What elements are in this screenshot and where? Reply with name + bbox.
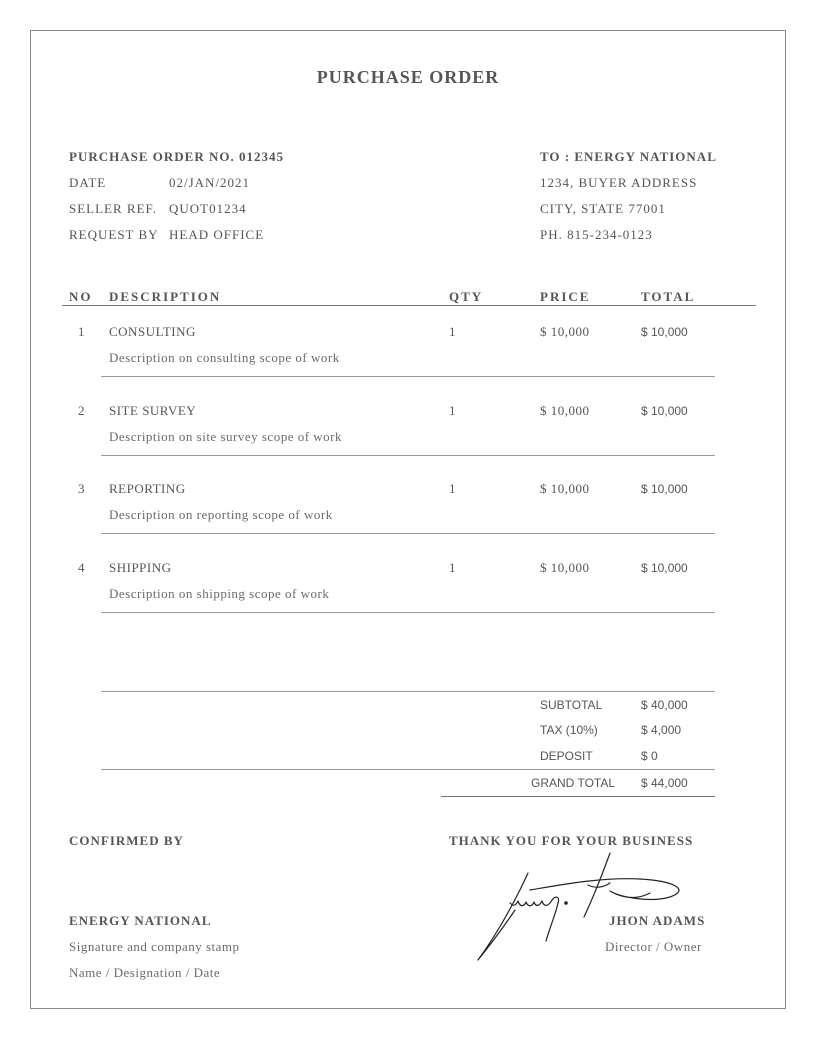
row-1-total: $ 10,000	[641, 325, 688, 339]
row-2-no: 2	[78, 403, 85, 418]
row-1-divider	[101, 376, 715, 377]
buyer-phone: PH. 815-234-0123	[540, 227, 653, 242]
col-header-description: DESCRIPTION	[109, 289, 222, 304]
name-note: Name / Designation / Date	[69, 965, 221, 980]
row-2-divider	[101, 455, 715, 456]
buyer-address: 1234, BUYER ADDRESS	[540, 175, 698, 190]
row-1-price: $ 10,000	[540, 324, 590, 339]
row-4-divider	[101, 612, 715, 613]
row-4-total: $ 10,000	[641, 561, 688, 575]
date-label: DATE	[69, 175, 107, 190]
row-2-total: $ 10,000	[641, 404, 688, 418]
subtotal-value: $ 40,000	[641, 698, 688, 712]
document-title: PURCHASE ORDER	[316, 67, 500, 87]
row-2-item: SITE SURVEY	[109, 403, 197, 418]
stamp-note: Signature and company stamp	[69, 939, 240, 954]
row-1-item: CONSULTING	[109, 324, 196, 339]
row-3-item: REPORTING	[109, 481, 186, 496]
row-4-description: Description on shipping scope of work	[109, 586, 330, 601]
grand-total-value: $ 44,000	[641, 776, 688, 790]
col-header-qty: QTY	[449, 289, 484, 304]
row-3-price: $ 10,000	[540, 481, 590, 496]
row-4-price: $ 10,000	[540, 560, 590, 575]
row-2-description: Description on site survey scope of work	[109, 429, 343, 444]
row-1-no: 1	[78, 324, 85, 339]
row-1-description: Description on consulting scope of work	[109, 350, 340, 365]
row-1-qty: 1	[449, 324, 456, 339]
subtotal-label: SUBTOTAL	[540, 698, 603, 712]
date-value: 02/JAN/2021	[169, 175, 251, 190]
tax-value: $ 4,000	[641, 723, 682, 737]
buyer-name: TO : ENERGY NATIONAL	[540, 149, 717, 164]
po-number: PURCHASE ORDER NO. 012345	[69, 149, 284, 164]
deposit-value: $ 0	[641, 749, 658, 763]
request-by-value: HEAD OFFICE	[169, 227, 265, 242]
row-2-qty: 1	[449, 403, 456, 418]
tax-label: TAX (10%)	[540, 723, 598, 737]
header-divider	[62, 305, 756, 306]
row-3-no: 3	[78, 481, 85, 496]
totals-divider	[101, 769, 715, 770]
col-header-total: TOTAL	[641, 289, 696, 304]
signer-role: Director / Owner	[605, 939, 702, 954]
row-3-description: Description on reporting scope of work	[109, 507, 333, 522]
row-3-total: $ 10,000	[641, 482, 688, 496]
buyer-city: CITY, STATE 77001	[540, 201, 666, 216]
col-header-price: PRICE	[540, 289, 591, 304]
row-3-divider	[101, 533, 715, 534]
seller-ref-label: SELLER REF.	[69, 201, 157, 216]
signer-name: JHON ADAMS	[609, 913, 706, 928]
row-3-qty: 1	[449, 481, 456, 496]
row-2-price: $ 10,000	[540, 403, 590, 418]
col-header-no: NO	[69, 289, 93, 304]
seller-ref-value: QUOT01234	[169, 201, 247, 216]
grand-total-label: GRAND TOTAL	[531, 776, 616, 790]
row-4-no: 4	[78, 560, 85, 575]
thank-you-message: THANK YOU FOR YOUR BUSINESS	[449, 833, 694, 848]
deposit-label: DEPOSIT	[540, 749, 593, 763]
row-4-qty: 1	[449, 560, 456, 575]
empty-row-divider	[101, 691, 715, 692]
grand-total-underline	[441, 796, 715, 797]
confirm-company: ENERGY NATIONAL	[69, 913, 212, 928]
row-4-item: SHIPPING	[109, 560, 172, 575]
confirmed-by-heading: CONFIRMED BY	[69, 833, 184, 848]
request-by-label: REQUEST BY	[69, 227, 159, 242]
